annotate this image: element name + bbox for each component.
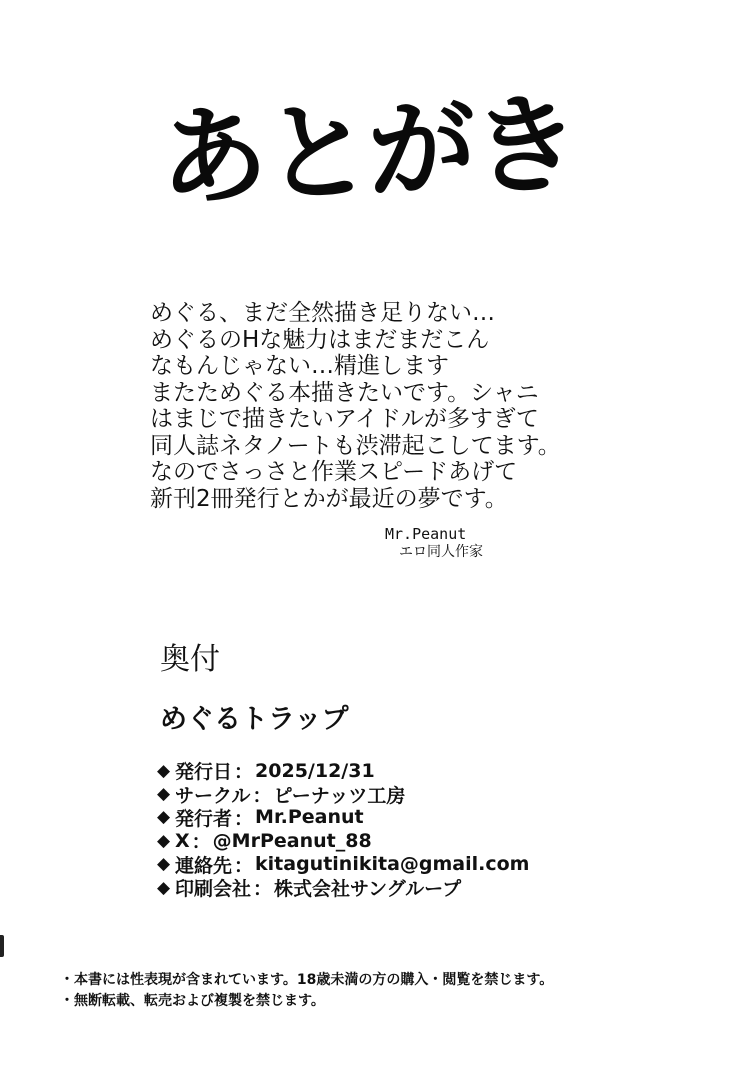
- colophon-info-list: [157, 759, 717, 899]
- notice-no-reproduction: ・無断転載、転売および複製を禁じます。: [60, 993, 325, 1009]
- legal-notices: [60, 970, 700, 1012]
- info-key: 連絡先: [175, 854, 233, 877]
- message-line: またためぐる本描きたいです。シャニ: [150, 379, 539, 406]
- info-row-contact: [157, 853, 717, 876]
- diamond-bullet-icon: ◆: [157, 807, 171, 828]
- scan-edge-mark: [0, 935, 4, 957]
- info-value: 株式会社サングループ: [274, 878, 462, 901]
- message-line: 同人誌ネタノートも渋滞起こしてます。: [150, 432, 561, 459]
- info-value: ピーナッツ工房: [273, 784, 406, 807]
- message-line: めぐるのHな魅力はまだまだこん: [150, 326, 490, 353]
- author-role: エロ同人作家: [399, 544, 483, 560]
- diamond-bullet-icon: ◆: [157, 784, 171, 805]
- info-value: kitagutinikita@gmail.com: [255, 853, 530, 876]
- message-line: はまじで描きたいアイドルが多すぎて: [150, 406, 539, 432]
- info-value: Mr.Peanut: [255, 806, 364, 829]
- info-row-publisher: [157, 806, 717, 829]
- info-separator: ：: [234, 761, 254, 784]
- diamond-bullet-icon: ◆: [157, 854, 171, 875]
- info-row-x-account: [157, 829, 717, 852]
- message-line: なもんじゃない…精進します: [150, 353, 449, 379]
- info-separator: ：: [191, 831, 211, 854]
- info-value: 2025/12/31: [255, 759, 375, 782]
- message-line: めぐる、まだ全然描き足りない…: [150, 300, 495, 326]
- book-title: めぐるトラップ: [160, 704, 349, 735]
- info-separator: ：: [234, 854, 254, 877]
- info-key: 発行日: [175, 761, 233, 784]
- info-row-publish-date: [157, 759, 717, 782]
- info-separator: ：: [252, 784, 272, 807]
- colophon-heading: 奥付: [160, 642, 220, 677]
- info-value: @MrPeanut_88: [212, 829, 372, 852]
- afterword-message: [150, 300, 590, 512]
- info-row-circle: [157, 782, 717, 805]
- notice-age-restriction: ・本書には性表現が含まれています。18歳未満の方の購入・閲覧を禁じます。: [60, 972, 554, 988]
- afterword-title: あとがき: [157, 82, 578, 222]
- message-line: 新刊2冊発行とかが最近の夢です。: [150, 485, 508, 512]
- diamond-bullet-icon: ◆: [157, 877, 171, 898]
- author-name: Mr.Peanut: [385, 525, 467, 543]
- info-row-printer: [157, 876, 717, 899]
- diamond-bullet-icon: ◆: [157, 760, 171, 781]
- message-line: なのでさっさと作業スピードあげて: [150, 459, 518, 485]
- info-key: 印刷会社: [175, 878, 252, 901]
- info-separator: ：: [253, 878, 273, 901]
- diamond-bullet-icon: ◆: [157, 830, 171, 851]
- author-signature: [385, 525, 483, 561]
- info-key: 発行者: [175, 807, 233, 830]
- info-separator: ：: [234, 807, 254, 830]
- info-key: X: [175, 829, 190, 852]
- info-key: サークル: [175, 784, 251, 807]
